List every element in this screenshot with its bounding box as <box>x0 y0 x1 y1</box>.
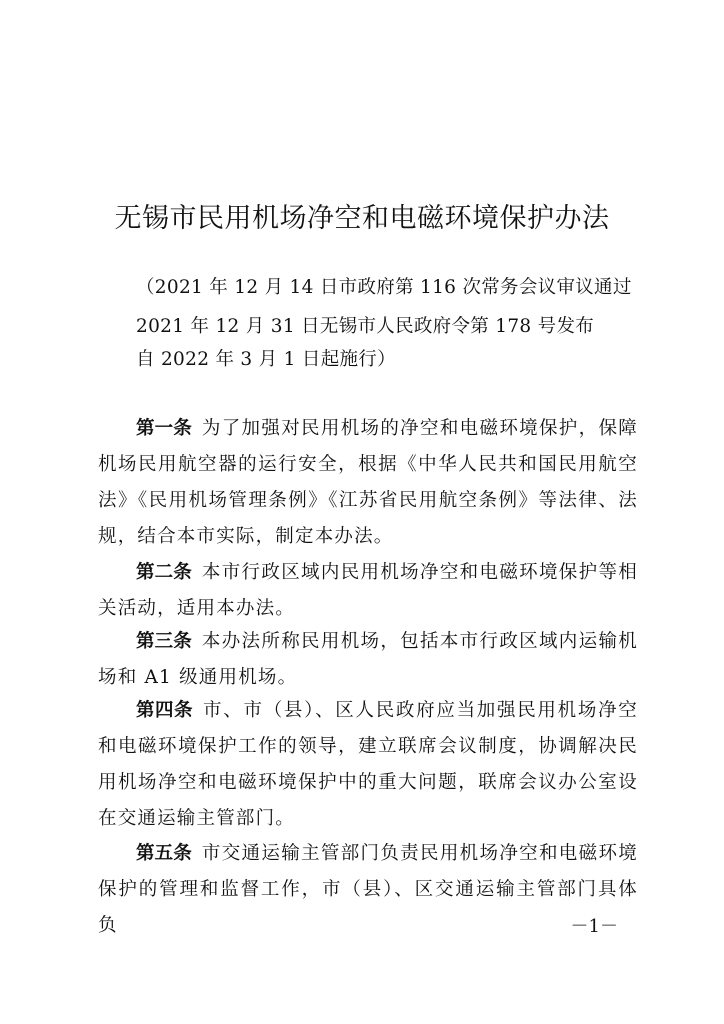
meta-line-publication: 2021 年 12 月 31 日无锡市人民政府令第 178 号发布 <box>136 316 595 337</box>
article-text: 市交通运输主管部门负责民用机场净空和电磁环境保护的管理和监督工作，市（县）、区交通运输主管部门具体负 <box>98 843 638 936</box>
article-text: 本市行政区域内民用机场净空和电磁环境保护等相关活动，适用本办法。 <box>98 562 638 619</box>
article-text: 本办法所称民用机场，包括本市行政区域内运输机场和 A1 级通用机场。 <box>98 631 638 688</box>
document-title: 无锡市民用机场净空和电磁环境保护办法 <box>114 203 610 234</box>
article-3 <box>98 624 638 696</box>
article-4 <box>98 693 638 837</box>
article-2 <box>98 555 638 627</box>
meta-line-effective: 自 2022 年 3 月 1 日起施行） <box>136 349 396 370</box>
article-heading: 第一条 <box>136 418 192 439</box>
page-number: －1－ <box>570 916 618 937</box>
article-1 <box>98 411 638 555</box>
article-heading: 第三条 <box>136 631 192 652</box>
article-5 <box>98 836 638 944</box>
article-heading: 第二条 <box>136 562 192 583</box>
article-heading: 第四条 <box>136 700 194 721</box>
article-heading: 第五条 <box>136 843 192 864</box>
article-text: 市、市（县）、区人民政府应当加强民用机场净空和电磁环境保护工作的领导，建立联席会议制度，协调解决民用机场净空和电磁环境保护中的重大问题，联席会议办公室设在交通运输主管部门。 <box>98 700 638 829</box>
meta-line-adoption: （2021 年 12 月 14 日市政府第 116 次常务会议审议通过 <box>136 277 632 298</box>
article-text: 为了加强对民用机场的净空和电磁环境保护，保障机场民用航空器的运行安全，根据《中华人民共和国民用航空法》《民用机场管理条例》《江苏省民用航空条例》等法律、法规，结合本市实际，制定本办法。 <box>98 418 638 547</box>
